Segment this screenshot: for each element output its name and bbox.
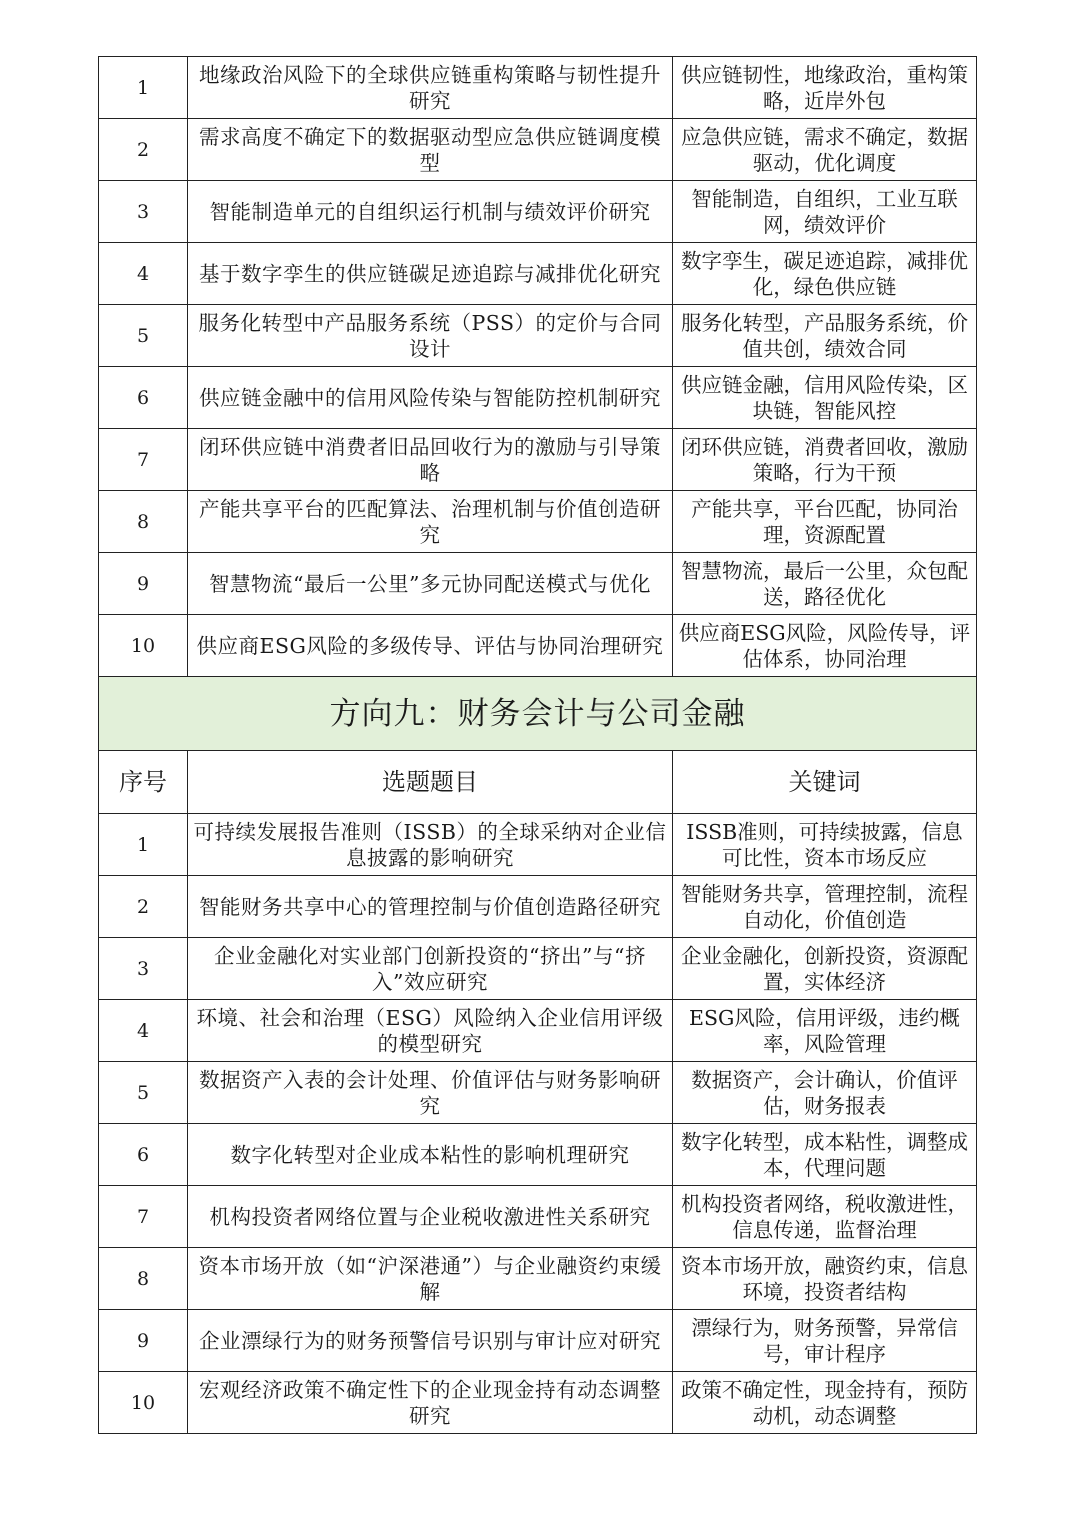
topic-keywords: 智能制造，自组织，工业互联网，绩效评价 <box>673 181 977 243</box>
topic-keywords: 智慧物流，最后一公里，众包配送，路径优化 <box>673 553 977 615</box>
row-number: 1 <box>99 814 188 876</box>
row-number: 3 <box>99 181 188 243</box>
topic-keywords: 供应链韧性，地缘政治，重构策略，近岸外包 <box>673 57 977 119</box>
section-heading-row <box>99 677 977 751</box>
row-number: 10 <box>99 615 188 677</box>
table-row <box>99 1124 977 1186</box>
section-heading: 方向九：财务会计与公司金融 <box>99 677 977 751</box>
row-number: 7 <box>99 429 188 491</box>
row-number: 8 <box>99 1248 188 1310</box>
topic-title: 需求高度不确定下的数据驱动型应急供应链调度模型 <box>188 119 673 181</box>
topic-keywords: 应急供应链，需求不确定，数据驱动，优化调度 <box>673 119 977 181</box>
topic-keywords: 数字孪生，碳足迹追踪，减排优化，绿色供应链 <box>673 243 977 305</box>
table-row <box>99 367 977 429</box>
table-row <box>99 814 977 876</box>
topic-title: 地缘政治风险下的全球供应链重构策略与韧性提升研究 <box>188 57 673 119</box>
row-number: 3 <box>99 938 188 1000</box>
table-row <box>99 1062 977 1124</box>
row-number: 9 <box>99 553 188 615</box>
topic-keywords: 服务化转型，产品服务系统，价值共创，绩效合同 <box>673 305 977 367</box>
table-row <box>99 57 977 119</box>
row-number: 2 <box>99 876 188 938</box>
table-row <box>99 119 977 181</box>
topic-keywords: 数据资产，会计确认，价值评估，财务报表 <box>673 1062 977 1124</box>
topic-title: 数字化转型对企业成本粘性的影响机理研究 <box>188 1124 673 1186</box>
topic-title: 供应商ESG风险的多级传导、评估与协同治理研究 <box>188 615 673 677</box>
table-header-row <box>99 751 977 814</box>
topic-title: 智能财务共享中心的管理控制与价值创造路径研究 <box>188 876 673 938</box>
topic-title: 产能共享平台的匹配算法、治理机制与价值创造研究 <box>188 491 673 553</box>
topic-title: 可持续发展报告准则（ISSB）的全球采纳对企业信息披露的影响研究 <box>188 814 673 876</box>
row-number: 6 <box>99 367 188 429</box>
table-row <box>99 305 977 367</box>
topic-title: 企业漂绿行为的财务预警信号识别与审计应对研究 <box>188 1310 673 1372</box>
topic-title: 宏观经济政策不确定性下的企业现金持有动态调整研究 <box>188 1372 673 1434</box>
topic-keywords: ISSB准则，可持续披露，信息可比性，资本市场反应 <box>673 814 977 876</box>
column-header-keywords: 关键词 <box>673 751 977 814</box>
table-row <box>99 876 977 938</box>
row-number: 6 <box>99 1124 188 1186</box>
topic-keywords: 产能共享，平台匹配，协同治理，资源配置 <box>673 491 977 553</box>
topic-title: 闭环供应链中消费者旧品回收行为的激励与引导策略 <box>188 429 673 491</box>
topic-keywords: 资本市场开放，融资约束，信息环境，投资者结构 <box>673 1248 977 1310</box>
row-number: 1 <box>99 57 188 119</box>
topic-title: 数据资产入表的会计处理、价值评估与财务影响研究 <box>188 1062 673 1124</box>
table-row <box>99 1372 977 1434</box>
topic-title: 资本市场开放（如“沪深港通”）与企业融资约束缓解 <box>188 1248 673 1310</box>
topic-title: 机构投资者网络位置与企业税收激进性关系研究 <box>188 1186 673 1248</box>
row-number: 2 <box>99 119 188 181</box>
topic-title: 企业金融化对实业部门创新投资的“挤出”与“挤入”效应研究 <box>188 938 673 1000</box>
table-row <box>99 615 977 677</box>
topic-title: 环境、社会和治理（ESG）风险纳入企业信用评级的模型研究 <box>188 1000 673 1062</box>
table-row <box>99 1310 977 1372</box>
topic-title: 智慧物流“最后一公里”多元协同配送模式与优化 <box>188 553 673 615</box>
row-number: 8 <box>99 491 188 553</box>
row-number: 9 <box>99 1310 188 1372</box>
topic-keywords: ESG风险，信用评级，违约概率，风险管理 <box>673 1000 977 1062</box>
table-row <box>99 491 977 553</box>
table-row <box>99 938 977 1000</box>
row-number: 5 <box>99 1062 188 1124</box>
topic-title: 供应链金融中的信用风险传染与智能防控机制研究 <box>188 367 673 429</box>
topic-keywords: 供应商ESG风险，风险传导，评估体系，协同治理 <box>673 615 977 677</box>
table-row <box>99 553 977 615</box>
row-number: 4 <box>99 243 188 305</box>
topic-keywords: 数字化转型，成本粘性，调整成本，代理问题 <box>673 1124 977 1186</box>
row-number: 10 <box>99 1372 188 1434</box>
topic-keywords: 闭环供应链，消费者回收，激励策略，行为干预 <box>673 429 977 491</box>
topic-keywords: 智能财务共享，管理控制，流程自动化，价值创造 <box>673 876 977 938</box>
table-row <box>99 429 977 491</box>
column-header-number: 序号 <box>99 751 188 814</box>
topics-table <box>98 56 977 1434</box>
table-row <box>99 1186 977 1248</box>
table-row <box>99 1248 977 1310</box>
topic-title: 服务化转型中产品服务系统（PSS）的定价与合同设计 <box>188 305 673 367</box>
table-row <box>99 181 977 243</box>
topic-title: 智能制造单元的自组织运行机制与绩效评价研究 <box>188 181 673 243</box>
row-number: 7 <box>99 1186 188 1248</box>
topic-keywords: 漂绿行为，财务预警，异常信号，审计程序 <box>673 1310 977 1372</box>
topic-keywords: 政策不确定性，现金持有，预防动机，动态调整 <box>673 1372 977 1434</box>
table-row <box>99 1000 977 1062</box>
topic-title: 基于数字孪生的供应链碳足迹追踪与减排优化研究 <box>188 243 673 305</box>
row-number: 5 <box>99 305 188 367</box>
column-header-title: 选题题目 <box>188 751 673 814</box>
topic-keywords: 机构投资者网络，税收激进性，信息传递，监督治理 <box>673 1186 977 1248</box>
topic-keywords: 企业金融化，创新投资，资源配置，实体经济 <box>673 938 977 1000</box>
topic-keywords: 供应链金融，信用风险传染，区块链，智能风控 <box>673 367 977 429</box>
table-row <box>99 243 977 305</box>
row-number: 4 <box>99 1000 188 1062</box>
